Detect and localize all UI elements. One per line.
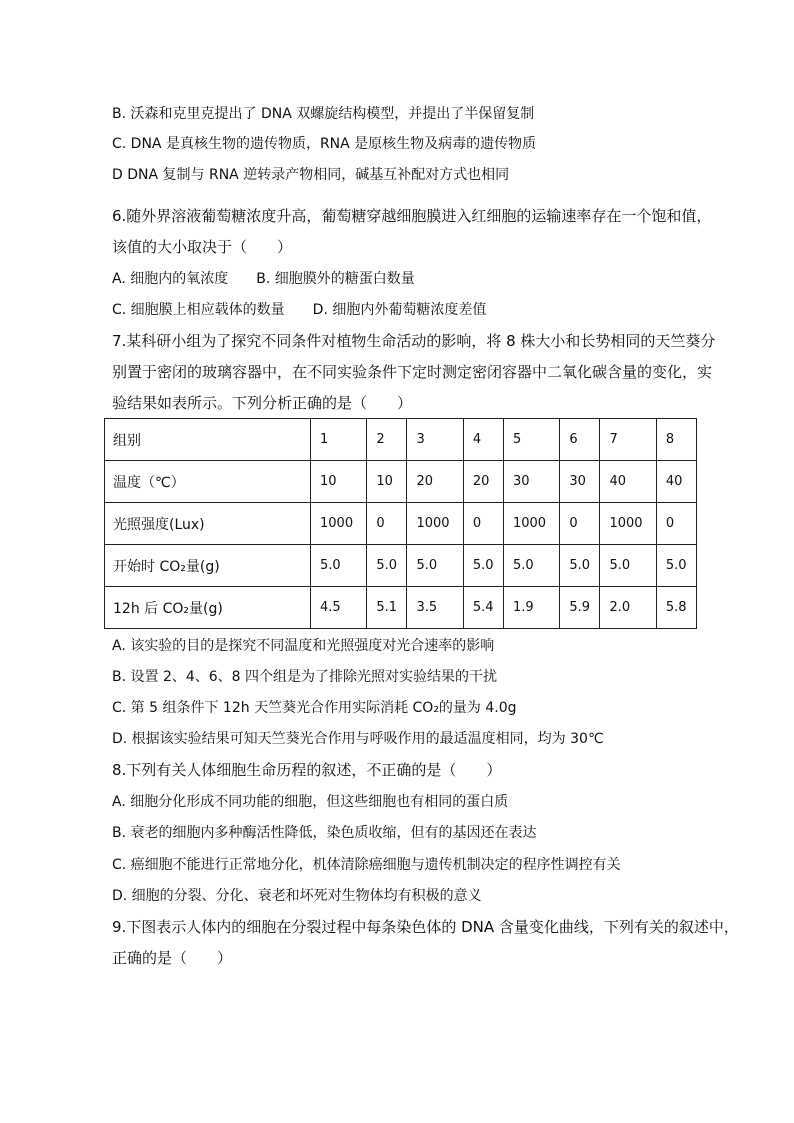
table-row: [105, 419, 697, 461]
q9-stem-line1: 9.下图表示人体内的细胞在分裂过程中每条染色体的 DNA 含量变化曲线，下列有关的叙述中，: [112, 918, 739, 936]
table-cell: 10: [311, 461, 367, 503]
table-cell: 3: [407, 419, 463, 461]
table-cell: 10: [367, 461, 407, 503]
table-cell: 8: [656, 419, 696, 461]
table-cell: 0: [656, 503, 696, 545]
table-cell: 5.0: [463, 545, 503, 587]
table-row: [105, 503, 697, 545]
q9-stem-line2: 正确的是（ ）: [112, 949, 233, 967]
table-cell: 5.0: [407, 545, 463, 587]
table-cell: 5.0: [656, 545, 696, 587]
q8-stem: 8.下列有关人体细胞生命历程的叙述，不正确的是（ ）: [112, 761, 502, 779]
q8-option-a: A. 细胞分化形成不同功能的细胞，但这些细胞也有相同的蛋白质: [112, 794, 509, 810]
table-cell: 20: [463, 461, 503, 503]
q7-option-b: B. 设置 2、4、6、8 四个组是为了排除光照对实验结果的干扰: [112, 669, 498, 685]
table-cell: 6: [560, 419, 600, 461]
table-row: [105, 587, 697, 629]
table-cell: 5.0: [367, 545, 407, 587]
q7-stem-line1: 7.某科研小组为了探究不同条件对植物生命活动的影响，将 8 株大小和长势相同的天竺葵分: [112, 332, 716, 350]
table-cell: 1000: [311, 503, 367, 545]
table-cell: 2: [367, 419, 407, 461]
table-cell: 20: [407, 461, 463, 503]
table-cell: 5.0: [560, 545, 600, 587]
table-cell: 0: [463, 503, 503, 545]
q7-option-d: D. 根据该实验结果可知天竺葵光合作用与呼吸作用的最适温度相同，均为 30℃: [112, 731, 604, 747]
table-cell: 7: [600, 419, 656, 461]
table-row: [105, 545, 697, 587]
q6-options-cd: C. 细胞膜上相应载体的数量 D. 细胞内外葡萄糖浓度差值: [112, 302, 487, 318]
experiment-table: [104, 418, 697, 629]
table-cell: 1000: [407, 503, 463, 545]
table-cell: 4: [463, 419, 503, 461]
row-label: 温度（℃）: [105, 461, 311, 503]
row-label: 12h 后 CO₂量(g): [105, 587, 311, 629]
q7-stem-line3: 验结果如表所示。下列分析正确的是（ ）: [112, 394, 413, 412]
table-cell: 1: [311, 419, 367, 461]
q6-stem-line2: 该值的大小取决于（ ）: [112, 238, 293, 256]
q8-option-b: B. 衰老的细胞内多种酶活性降低，染色质收缩，但有的基因还在表达: [112, 825, 537, 841]
table-cell: 30: [503, 461, 559, 503]
row-label: 组别: [105, 419, 311, 461]
table-cell: 5.0: [311, 545, 367, 587]
table-cell: 5.1: [367, 587, 407, 629]
q6-options-ab: A. 细胞内的氧浓度 B. 细胞膜外的糖蛋白数量: [112, 271, 415, 287]
q7-option-a: A. 该实验的目的是探究不同温度和光照强度对光合速率的影响: [112, 638, 495, 654]
table-cell: 1.9: [503, 587, 559, 629]
table-cell: 40: [656, 461, 696, 503]
table-cell: 0: [367, 503, 407, 545]
table-cell: 5.4: [463, 587, 503, 629]
row-label: 开始时 CO₂量(g): [105, 545, 311, 587]
q5-option-c: C. DNA 是真核生物的遗传物质，RNA 是原核生物及病毒的遗传物质: [112, 136, 537, 152]
table-cell: 5: [503, 419, 559, 461]
table-cell: 1000: [600, 503, 656, 545]
q8-option-d: D. 细胞的分裂、分化、衰老和坏死对生物体均有积极的意义: [112, 888, 482, 904]
row-label: 光照强度(Lux): [105, 503, 311, 545]
table-cell: 5.8: [656, 587, 696, 629]
table-cell: 4.5: [311, 587, 367, 629]
table-row: [105, 461, 697, 503]
q7-option-c: C. 第 5 组条件下 12h 天竺葵光合作用实际消耗 CO₂的量为 4.0g: [112, 700, 517, 716]
q7-stem-line2: 别置于密闭的玻璃容器中，在不同实验条件下定时测定密闭容器中二氧化碳含量的变化，实: [112, 363, 713, 381]
q8-option-c: C. 癌细胞不能进行正常地分化，机体清除癌细胞与遗传机制决定的程序性调控有关: [112, 857, 621, 873]
q6-stem-line1: 6.随外界溶液葡萄糖浓度升高，葡萄糖穿越细胞膜进入红细胞的运输速率存在一个饱和值，: [112, 207, 712, 225]
q5-option-b: B. 沃森和克里克提出了 DNA 双螺旋结构模型，并提出了半保留复制: [112, 106, 535, 122]
table-cell: 0: [560, 503, 600, 545]
table-cell: 3.5: [407, 587, 463, 629]
table-cell: 40: [600, 461, 656, 503]
table-cell: 30: [560, 461, 600, 503]
table-cell: 5.0: [600, 545, 656, 587]
table-cell: 5.9: [560, 587, 600, 629]
q5-option-d: D DNA 复制与 RNA 逆转录产物相同，碱基互补配对方式也相同: [112, 167, 510, 183]
table-cell: 5.0: [503, 545, 559, 587]
table-cell: 1000: [503, 503, 559, 545]
table-cell: 2.0: [600, 587, 656, 629]
